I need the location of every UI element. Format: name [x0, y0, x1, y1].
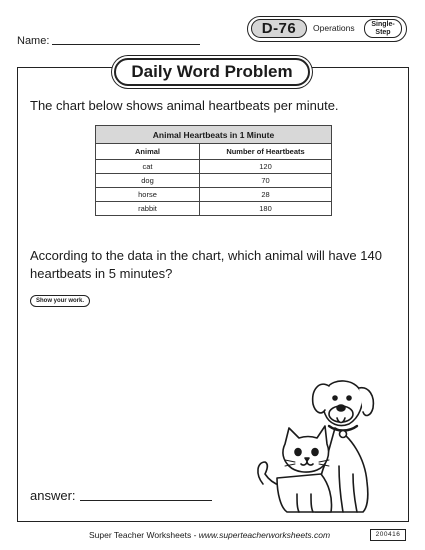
worksheet-code: D-76 — [251, 19, 307, 38]
name-field[interactable] — [17, 35, 200, 47]
animal-cell: horse — [96, 188, 200, 202]
table-row — [96, 174, 332, 188]
dog-and-cat-illustration — [255, 366, 380, 514]
animal-cell: cat — [96, 160, 200, 174]
table-title: Animal Heartbeats in 1 Minute — [96, 126, 332, 144]
answer-label: answer: — [30, 488, 76, 503]
problem-prompt: The chart below shows animal heartbeats per minute. — [30, 98, 339, 113]
table-row — [96, 160, 332, 174]
step-line-2: Step — [375, 29, 391, 36]
cat-icon — [258, 426, 332, 512]
table-row — [96, 202, 332, 216]
answer-field[interactable] — [30, 488, 212, 503]
heartbeats-cell: 70 — [200, 174, 332, 188]
heartbeats-cell: 180 — [200, 202, 332, 216]
animal-cell: rabbit — [96, 202, 200, 216]
table-title-row — [96, 126, 332, 144]
worksheet-badge — [247, 16, 407, 42]
column-header-heartbeats: Number of Heartbeats — [200, 144, 332, 160]
step-badge — [364, 19, 402, 38]
name-line[interactable] — [52, 36, 200, 45]
step-line-1: Single- — [371, 21, 395, 28]
heartbeat-table — [95, 125, 332, 216]
footer-credit-prefix: Super Teacher Worksheets - — [89, 530, 199, 540]
footer-url: www.superteacherworksheets.com — [198, 530, 331, 540]
column-header-animal: Animal — [96, 144, 200, 160]
footer-credit — [89, 530, 330, 540]
heartbeats-cell: 28 — [200, 188, 332, 202]
show-your-work-label: Show your work. — [30, 295, 90, 307]
name-label: Name: — [17, 35, 50, 47]
worksheet-subject: Operations — [313, 23, 355, 33]
answer-line[interactable] — [80, 490, 212, 501]
table-header-row — [96, 144, 332, 160]
worksheet-title: Daily Word Problem — [114, 58, 310, 86]
document-code: 200416 — [370, 529, 406, 541]
animal-cell: dog — [96, 174, 200, 188]
table-row — [96, 188, 332, 202]
problem-question: According to the data in the chart, which animal will have 140 heartbeats in 5 minutes? — [30, 248, 382, 281]
heartbeats-cell: 120 — [200, 160, 332, 174]
